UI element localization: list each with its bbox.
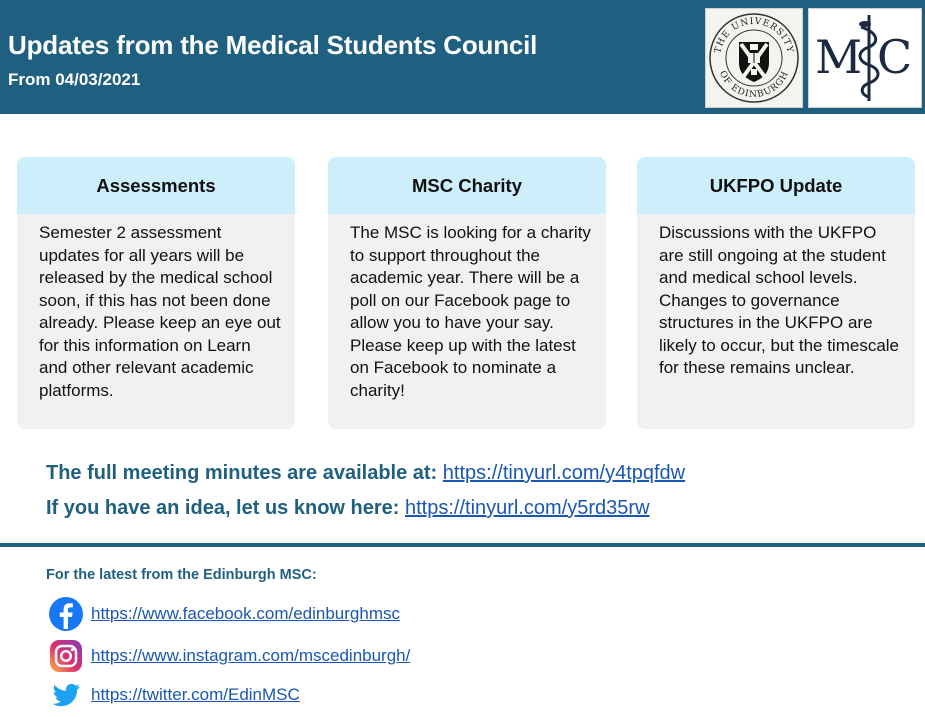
card-title: UKFPO Update [637, 157, 915, 214]
page-title: Updates from the Medical Students Council [8, 30, 538, 60]
card-assessments [17, 157, 295, 429]
card-msc-charity [328, 157, 606, 429]
facebook-link[interactable]: https://www.facebook.com/edinburghmsc [91, 604, 400, 623]
minutes-link[interactable]: https://tinyurl.com/y4tpqfdw [442, 462, 686, 484]
msc-logo [808, 8, 922, 108]
twitter-icon[interactable] [48, 677, 84, 713]
university-crest-icon [706, 9, 802, 107]
card-ukfpo-update [637, 157, 915, 429]
card-body: Discussions with the UKFPO are still ongoing at the student and medical school levels. Changes to governance structures in the UKFPO are likely to occur, but the timescale for these remains unclear. [659, 223, 900, 377]
card-body: The MSC is looking for a charity to support throughout the academic year. There will be a poll on our Facebook page to allow you to have your say. Please keep up with the latest on Facebook to nominate a charity! [350, 223, 591, 400]
msc-logo-c: C [877, 30, 913, 84]
minutes-line [46, 462, 685, 485]
header-banner [0, 0, 925, 114]
card-title: Assessments [17, 157, 295, 214]
idea-link[interactable]: https://tinyurl.com/y5rd35rw [405, 497, 650, 519]
uoe-arc-top-text: THE UNIVERSITY [713, 16, 795, 55]
social-row-twitter [48, 677, 300, 713]
minutes-label: The full meeting minutes are available at: [46, 462, 438, 484]
instagram-icon[interactable] [48, 638, 84, 674]
msc-logo-m: M [815, 30, 863, 84]
university-of-edinburgh-logo [705, 8, 803, 108]
social-heading: For the latest from the Edinburgh MSC: [46, 567, 317, 583]
facebook-icon[interactable] [48, 596, 84, 632]
msc-caduceus-logo-icon [809, 9, 921, 107]
idea-line [46, 497, 650, 520]
page-date: From 04/03/2021 [8, 70, 141, 89]
twitter-link[interactable]: https://twitter.com/EdinMSC [91, 685, 300, 704]
section-divider [0, 543, 925, 547]
card-title: MSC Charity [328, 157, 606, 214]
uoe-arc-bottom-text: OF EDINBURGH [716, 69, 792, 101]
social-row-facebook [48, 596, 400, 632]
instagram-link[interactable]: https://www.instagram.com/mscedinburgh/ [91, 646, 411, 665]
idea-label: If you have an idea, let us know here: [46, 497, 400, 519]
card-body: Semester 2 assessment updates for all years will be released by the medical school soon, if this has not been done already. Please keep an eye out for this information on Learn and other relevant academic platforms. [39, 223, 281, 400]
social-row-instagram [48, 638, 410, 674]
